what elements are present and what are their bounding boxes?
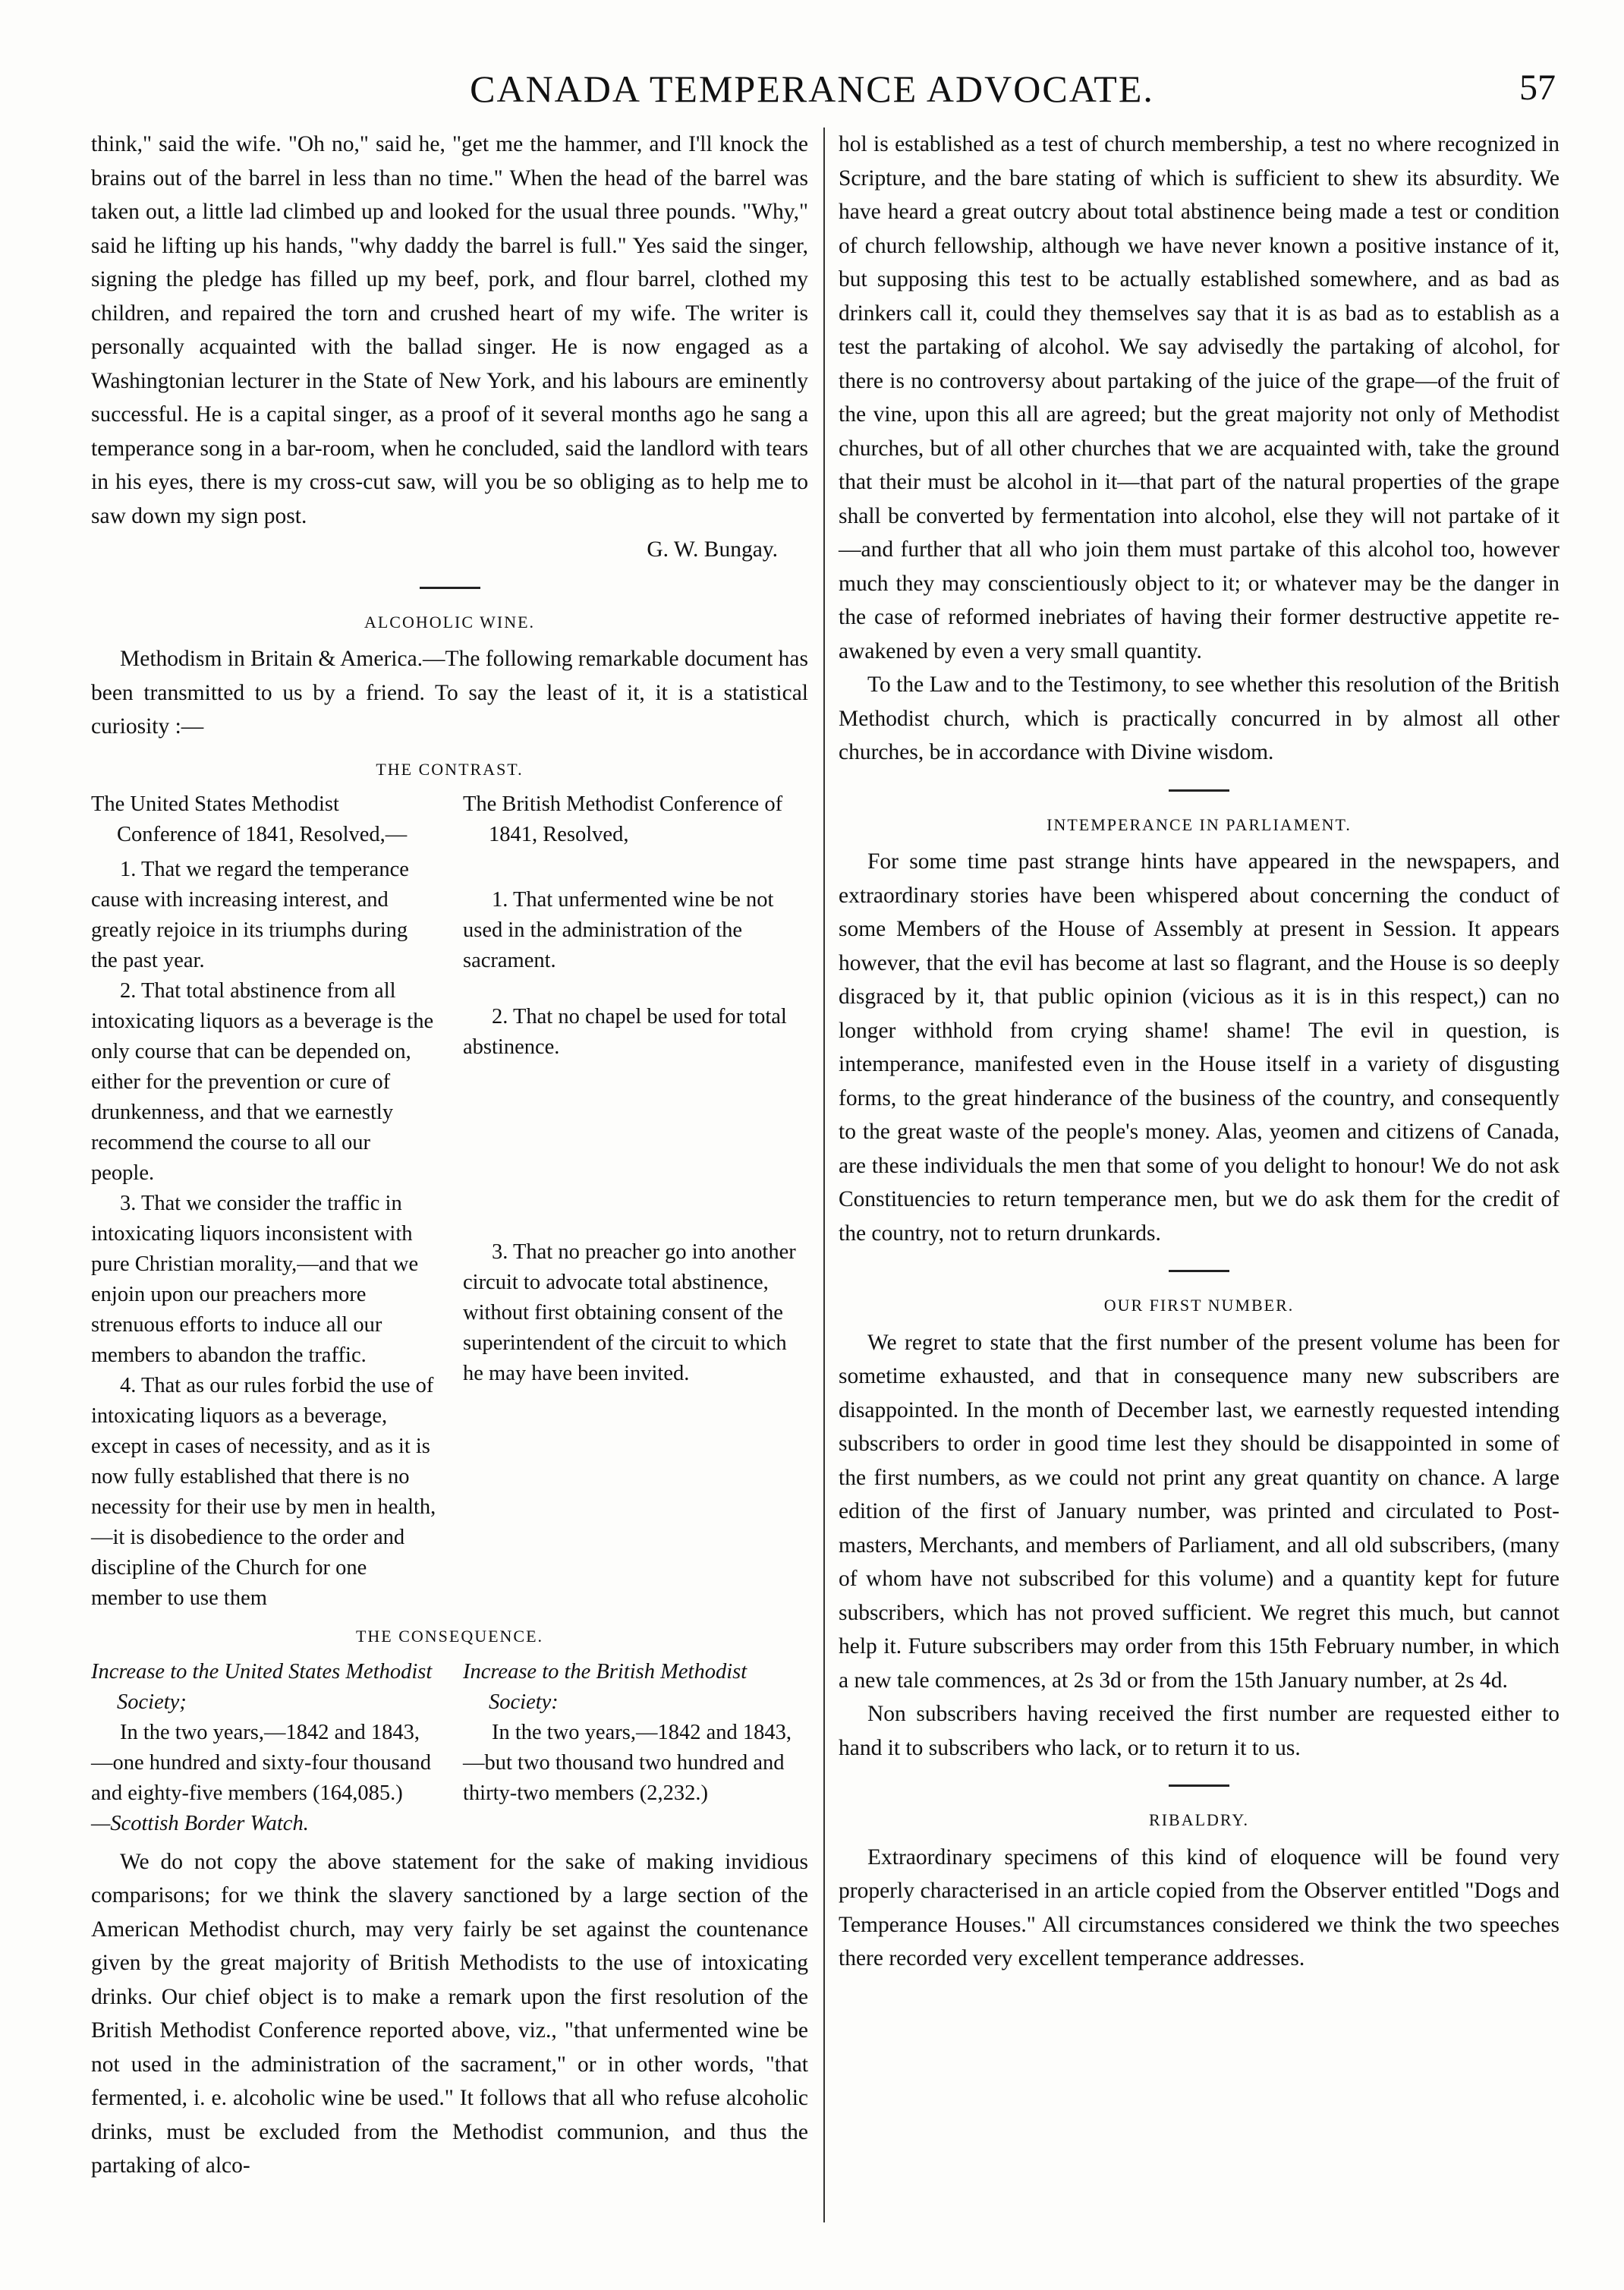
section-separator	[420, 587, 480, 589]
paragraph-intro: Methodism in Britain & America.—The following remarkable document has been transmitted to us by a friend. To say the least of it, it is a statistical curiosity :—	[91, 647, 808, 739]
column-divider	[823, 128, 825, 2222]
british-increase-text: In the two years,—1842 and 1843,—but two thousand two hundred and thirty-two members (2,232.)	[463, 1720, 792, 1805]
paragraph-parliament: For some time past strange hints have appeared in the newspapers, and extraordinary stories have been whispered about concerning the conduct of some Members of the House of Assembly at present in Session. It appears however, that the evil has become at last so flagrant, and the House is so deeply disgraced by it, that public opinion (vicious as it is in this respect,) can no longer withhold from crying shame! shame! The evil in question, is intemperance, manifested even in the House itself in a variety of disgusting forms, to the great hinderance of the business of the country, and consequently to the great waste of the people's money. Alas, yeomen and citizens of Canada, are these individuals the men that some of you delight to honour! We do not ask Constituencies to return temperance men, but we do ask them for the credit of the country, not to return drunkards.	[839, 849, 1559, 1246]
paragraph-first-number: We regret to state that the first number of the present volume has been for sometime exhausted, and that in consequence many new subscribers are disappointed. In the month of December last, we earnestly requested intending subscribers to order in good time lest they should be disappointed in some of the first numbers, as we could not print any great quantity on chance. A large edition of the first of January number, was printed and circulated to Post-masters, Merchants, and members of Parliament, and all old subscribers, (many of whom have not subscribed for this volume) and a quantity kept for future subscribers, which has not proved sufficient. We regret this much, but cannot help it. Future subscribers may order from this 15th February number, in which a new tale commences, at 2s 3d or from the 15th January number, at 2s 4d.	[839, 1330, 1559, 1693]
british-conference-heading: The British Methodist Conference of 1841, Resolved,	[463, 792, 783, 846]
section-separator	[1169, 789, 1229, 792]
paragraph-story-end: think," said the wife. "Oh no," said he, "get me the hammer, and I'll knock the brains out of the barrel in less than no time." When the head of the barrel was taken out, a little lad climbed up and looked for the usual three pounds. "Why," said he lifting up his hands, "why daddy the barrel is full." Yes said the singer, signing the pledge has filled up my beef, pork, and flour barrel, clothed my children, and repaired the torn and crushed heart of my wife. The writer is personally acquainted with the ballad singer. He is now engaged as a Washingtonian lecturer in the State of New York, and his labours are eminently successful. He is a capital singer, as a proof of it several months ago he sang a temperance song in a bar-room, when he concluded, said the landlord with tears in his eyes, there is my cross-cut saw, will you be so obliging as to help me to saw down my sign post.	[91, 132, 808, 528]
us-resolution-1: 1. That we regard the temperance cause with increasing interest, and greatly rejoice in its triumphs during the past year.	[91, 858, 409, 972]
paragraph-law-testimony: To the Law and to the Testimony, to see whether this resolution of the British Methodist church, which is practically concurred in by almost all other churches, be in accordance with Divine wisdom.	[839, 673, 1559, 764]
heading-ribaldry: RIBALDRY.	[1149, 1810, 1249, 1829]
paragraph-non-subscribers: Non subscribers having received the first number are requested either to hand it to subscribers who lack, or to return it to us.	[839, 1702, 1559, 1760]
british-conference-column	[463, 789, 808, 1614]
right-column	[839, 128, 1559, 1976]
section-separator	[1169, 1270, 1229, 1272]
us-resolution-3: 3. That we consider the traffic in intoxicating liquors inconsistent with pure Christian morality,—and that we enjoin upon our preachers more strenuous efforts to induce all our members to abandon the traffic.	[91, 1192, 419, 1367]
left-column	[91, 128, 808, 2183]
us-increase-column	[91, 1657, 436, 1839]
section-separator	[1169, 1784, 1229, 1787]
us-resolution-2: 2. That total abstinence from all intoxicating liquors as a beverage is the only course that can be depended on, either for the prevention or cure of drunkenness, and that we earnestly recommend the course to all our people.	[91, 979, 434, 1185]
heading-consequence: THE CONSEQUENCE.	[355, 1627, 544, 1646]
page-number: 57	[1519, 68, 1556, 108]
paragraph-ribaldry: Extraordinary specimens of this kind of eloquence will be found very properly characterised in an article copied from the Observer entitled "Dogs and Temperance Houses." All circumstances considered we think the two speeches there recorded very excellent temperance addresses.	[839, 1844, 1559, 1970]
heading-contrast: THE CONTRAST.	[376, 759, 524, 779]
us-conference-column	[91, 789, 436, 1614]
contrast-table	[91, 789, 808, 1614]
british-resolution-1: 1. That unfermented wine be not used in the administration of the sacrament.	[463, 888, 774, 972]
page-header-title: CANADA TEMPERANCE ADVOCATE.	[470, 68, 1154, 110]
heading-alcoholic-wine: ALCOHOLIC WINE.	[364, 612, 536, 632]
british-increase-heading: Increase to the British Methodist Society:	[463, 1659, 747, 1714]
us-increase-heading: Increase to the United States Methodist Society;	[91, 1659, 433, 1714]
british-increase-column	[463, 1657, 808, 1839]
paragraph-continued: hol is established as a test of church membership, a test no where recognized in Scripture, and the bare stating of which is sufficient to shew its absurdity. We have heard a great outcry about total abstinence being made a test or condition of church fellowship, although we have never known a positive instance of it, but supposing this test to be actually established somewhere, and as bad as drinkers call it, could they themselves say that it is as bad as to establish as a test the partaking of alcohol. We say advisedly the partaking of alcohol, for there is no controversy about partaking of the juice of the grape—of the fruit of the vine, upon this all are agreed; but the great majority not only of Methodist churches, but of all other churches that we are acquainted with, take the ground that their must be alcohol in it—that part of the natural properties of the grape shall be converted by fermentation into alcohol, else they will not partake of it—and further that all who join them must partake of this alcohol too, however much they may conscientiously object to it; or whatever may be the danger in the case of reformed inebriates of having their former destructive appetite re-awakened by even a very small quantity.	[839, 132, 1559, 663]
british-resolution-2: 2. That no chapel be used for total abstinence.	[463, 1005, 787, 1059]
us-increase-text: In the two years,—1842 and 1843,—one hundred and sixty-four thousand and eighty-five members (164,085.)	[91, 1720, 431, 1805]
british-resolution-3: 3. That no preacher go into another circuit to advocate total abstinence, without first obtaining consent of the superintendent of the circuit to which he may have been invited.	[463, 1240, 796, 1385]
us-conference-heading: The United States Methodist Conference of 1841, Resolved,—	[91, 792, 408, 846]
heading-intemperance-parliament: INTEMPERANCE IN PARLIAMENT.	[1046, 814, 1352, 834]
consequence-table	[91, 1657, 808, 1839]
paragraph-commentary: We do not copy the above statement for the sake of making invidious comparisons; for we think the slavery sanctioned by a large section of the American Methodist church, may very fairly be set against the countenance given by the great majority of British Methodists to the use of intoxicating drinks. Our chief object is to make a remark upon the first resolution of the British Methodist Conference reported above, viz., "that unfermented wine be not used in the administration of the sacrament," or in other words, "that fermented, i. e. alcoholic wine be used." It follows that all who refuse alcoholic drinks, must be excluded from the Methodist communion, and thus the partaking of alco-	[91, 1849, 808, 2178]
us-resolution-4: 4. That as our rules forbid the use of intoxicating liquors as a beverage, except in cases of necessity, and as it is now fully established that there is no necessity for their use by men in health,—it is disobedience to the order and discipline of the Church for one member to use them	[91, 1374, 436, 1610]
author-signature: G. W. Bungay.	[647, 537, 778, 562]
heading-first-number: OUR FIRST NUMBER.	[1103, 1296, 1295, 1315]
source-credit: —Scottish Border Watch.	[91, 1811, 309, 1835]
